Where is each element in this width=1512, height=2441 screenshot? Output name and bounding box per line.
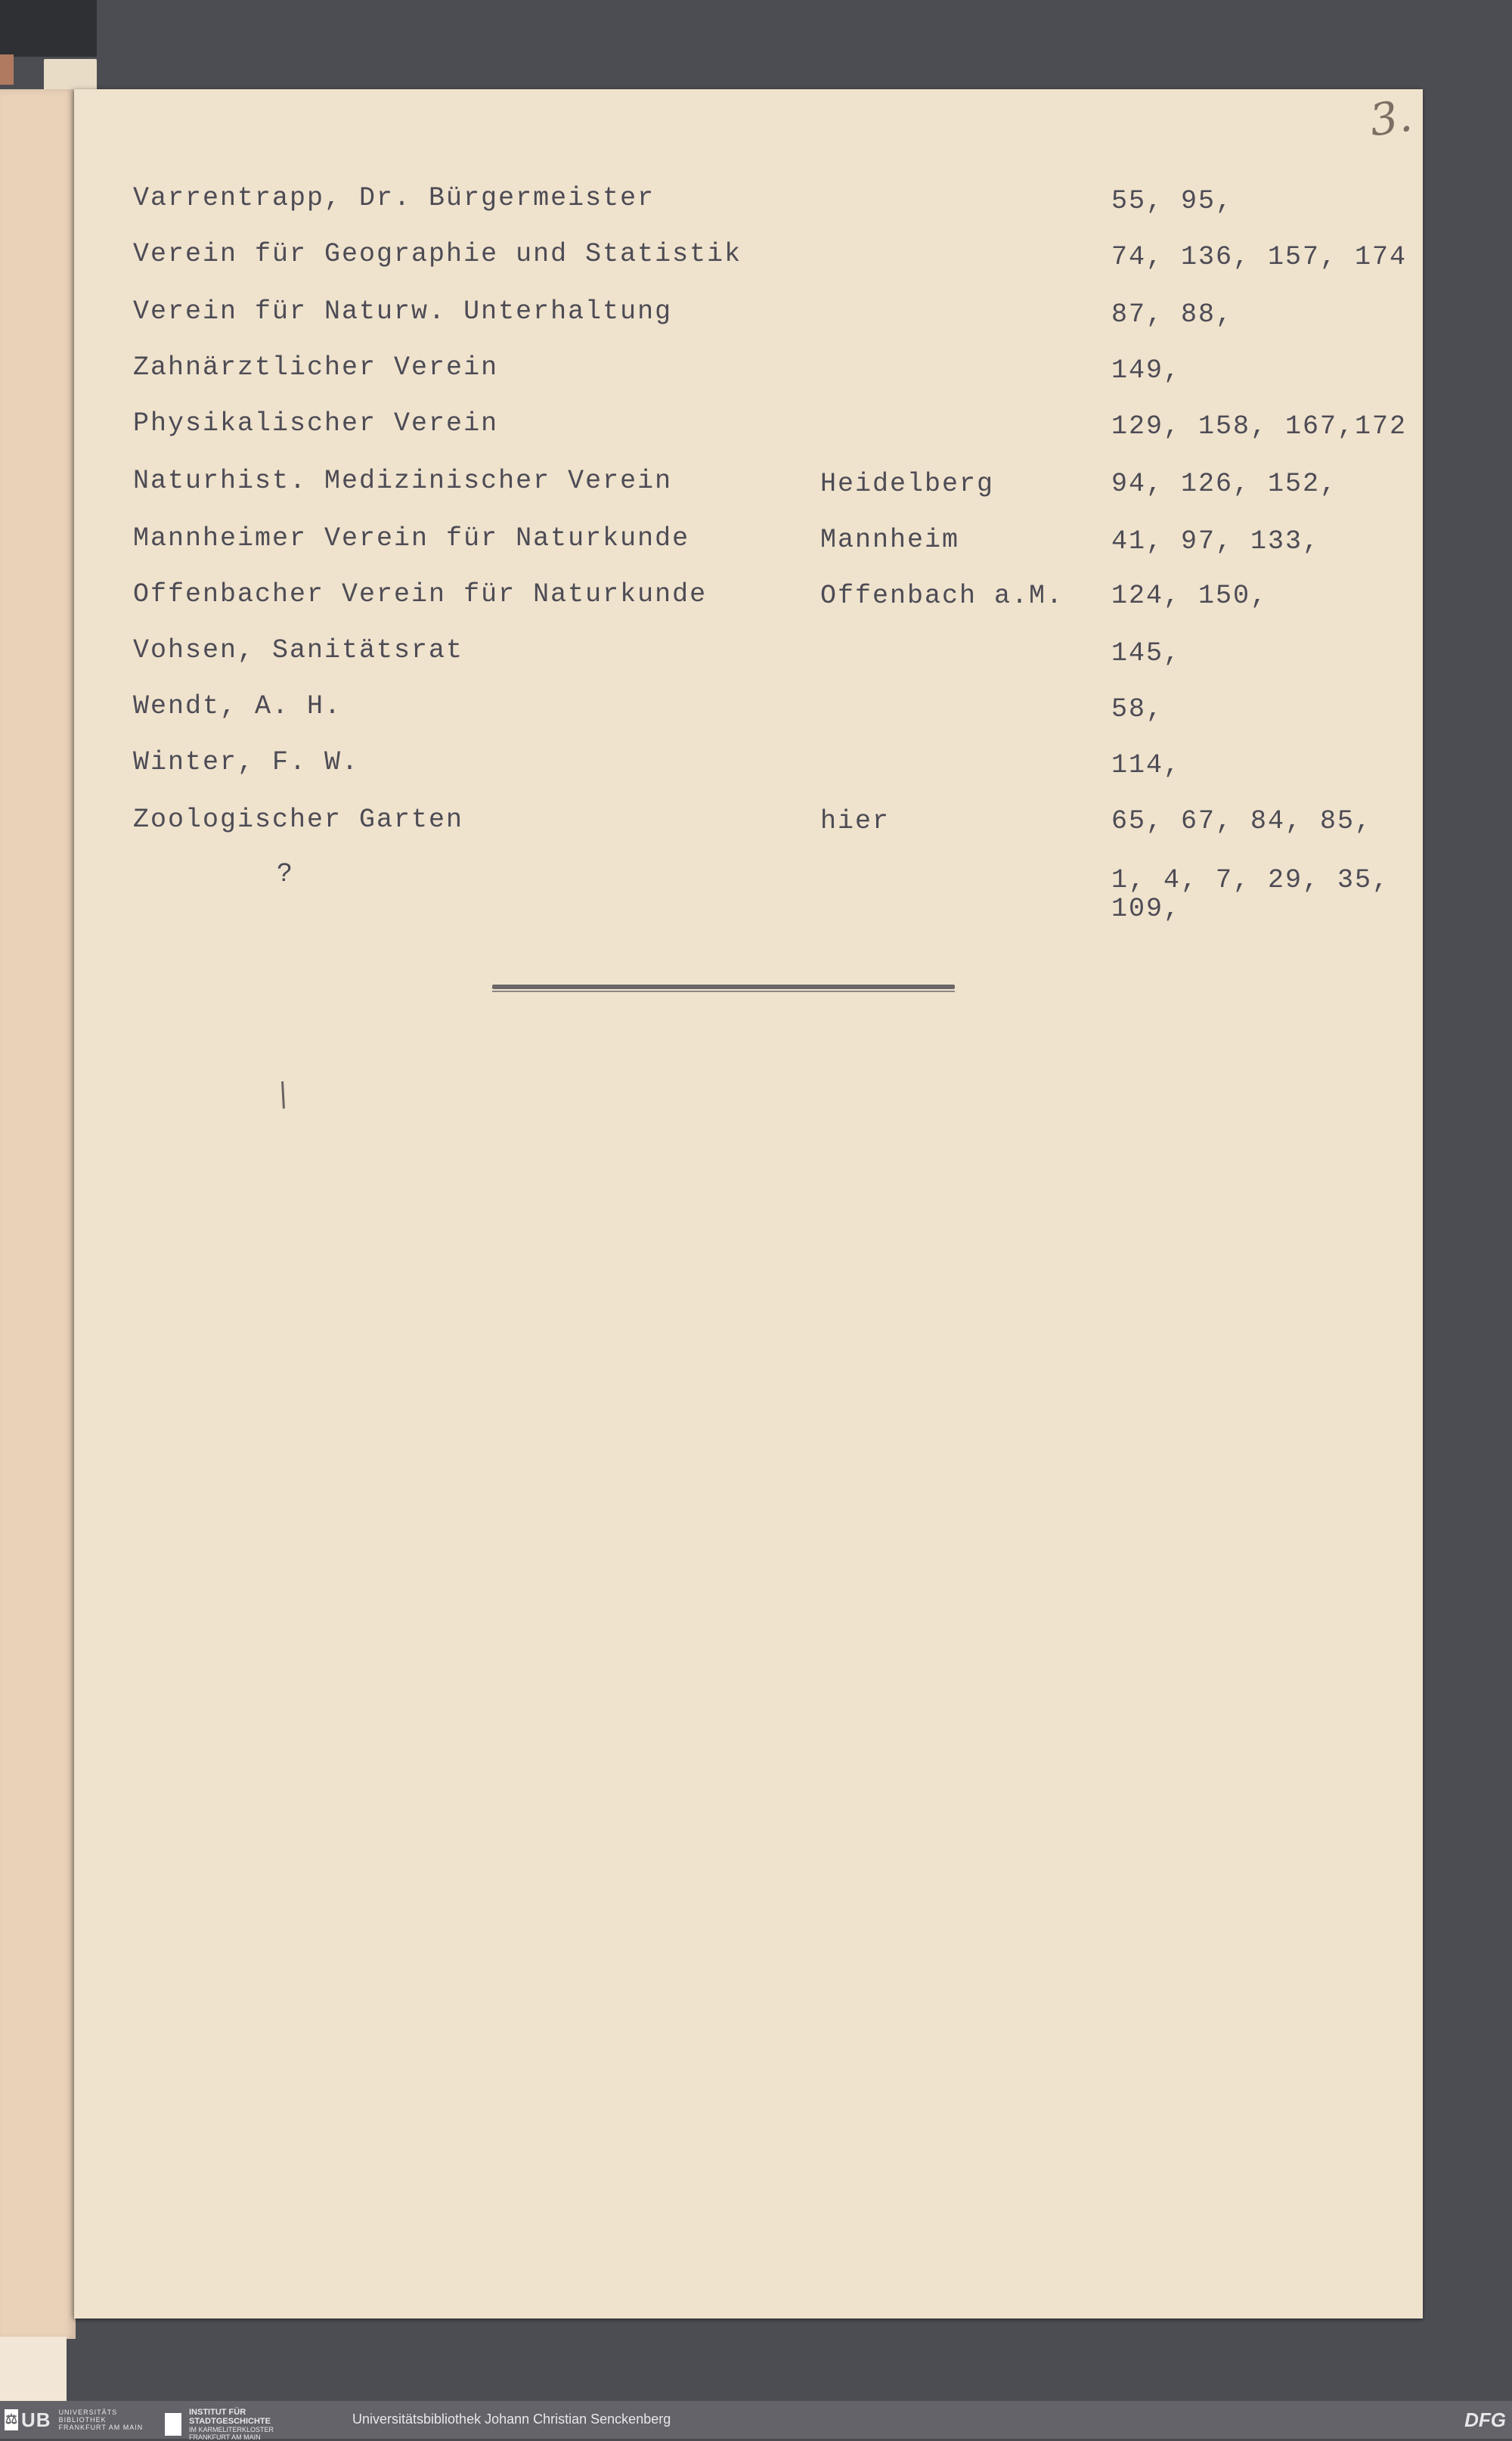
unknown-entry-marker: ?	[277, 859, 295, 889]
entry-pages: 41, 97, 133,	[1111, 526, 1321, 557]
entry-pages: 114,	[1111, 750, 1182, 780]
entry-name: Offenbacher Verein für Naturkunde	[133, 579, 708, 609]
institute-emblem-icon	[165, 2413, 181, 2436]
entry-name: Mannheimer Verein für Naturkunde	[133, 523, 690, 554]
viewer-footer	[0, 2401, 1512, 2439]
paper-tab-edge	[0, 54, 14, 85]
dfg-logo[interactable]: DFG	[1464, 2408, 1506, 2431]
entry-name: Vohsen, Sanitätsrat	[133, 635, 464, 665]
entry-place: Mannheim	[820, 525, 960, 555]
entry-name: Wendt, A. H.	[133, 691, 342, 721]
closing-rule	[492, 985, 955, 989]
institute-line4: FRANKFURT AM MAIN	[189, 2433, 261, 2441]
entry-name: Verein für Geographie und Statistik	[133, 239, 742, 269]
folder-back-sheet-bottom	[0, 2337, 67, 2401]
entry-pages: 87, 88,	[1111, 299, 1234, 330]
entry-pages: 65, 67, 84, 85,	[1111, 806, 1373, 836]
entry-place: hier	[820, 806, 891, 836]
entry-pages: 94, 126, 152,	[1111, 469, 1338, 499]
ub-line2: BIBLIOTHEK	[58, 2416, 107, 2424]
entry-name: Naturhist. Medizinischer Verein	[133, 466, 673, 496]
entry-pages: 55, 95,	[1111, 186, 1234, 216]
entry-name: Zoologischer Garten	[133, 805, 464, 835]
entry-place: Heidelberg	[820, 469, 995, 499]
ub-logo[interactable]	[5, 2408, 143, 2432]
institute-line1: INSTITUT FÜR	[189, 2408, 246, 2417]
entry-place: Offenbach a.M.	[820, 581, 1064, 611]
entry-name: Verein für Naturw. Unterhaltung	[133, 296, 673, 327]
library-name: Universitätsbibliothek Johann Christian Senckenberg	[352, 2412, 671, 2427]
ub-emblem-icon: ⚖	[5, 2409, 18, 2430]
entry-pages: 149,	[1111, 355, 1182, 386]
entry-pages: 145,	[1111, 638, 1182, 668]
paper-tab	[44, 59, 97, 93]
institute-logo[interactable]	[165, 2408, 274, 2441]
institute-line2: STADTGESCHICHTE	[189, 2417, 271, 2426]
institute-text	[189, 2408, 274, 2441]
entry-name: Physikalischer Verein	[133, 408, 499, 439]
entry-pages: 129, 158, 167,172	[1111, 411, 1408, 442]
ub-line3: FRANKFURT AM MAIN	[58, 2424, 144, 2431]
entry-pages: 124, 150,	[1111, 581, 1269, 611]
dark-corner	[0, 0, 97, 57]
entry-name: Winter, F. W.	[133, 747, 360, 777]
unknown-entry-pages-line1: 1, 4, 7, 29, 35,	[1111, 865, 1390, 895]
ub-line1: UNIVERSITÄTS	[58, 2408, 118, 2416]
entry-name: Zahnärztlicher Verein	[133, 352, 499, 383]
folder-back-sheet	[0, 89, 76, 2339]
closing-rule-underline	[492, 991, 955, 992]
institute-line3: IM KARMELITERKLOSTER	[189, 2426, 274, 2433]
entry-pages: 58,	[1111, 694, 1164, 724]
entry-name: Varrentrapp, Dr. Bürgermeister	[133, 183, 655, 213]
ub-subtitle	[59, 2408, 144, 2431]
page-number: 3.	[1366, 89, 1415, 147]
entry-pages: 74, 136, 157, 174	[1111, 242, 1408, 272]
ub-mark: UB	[21, 2408, 51, 2431]
unknown-entry-pages-line2: 109,	[1111, 894, 1182, 924]
